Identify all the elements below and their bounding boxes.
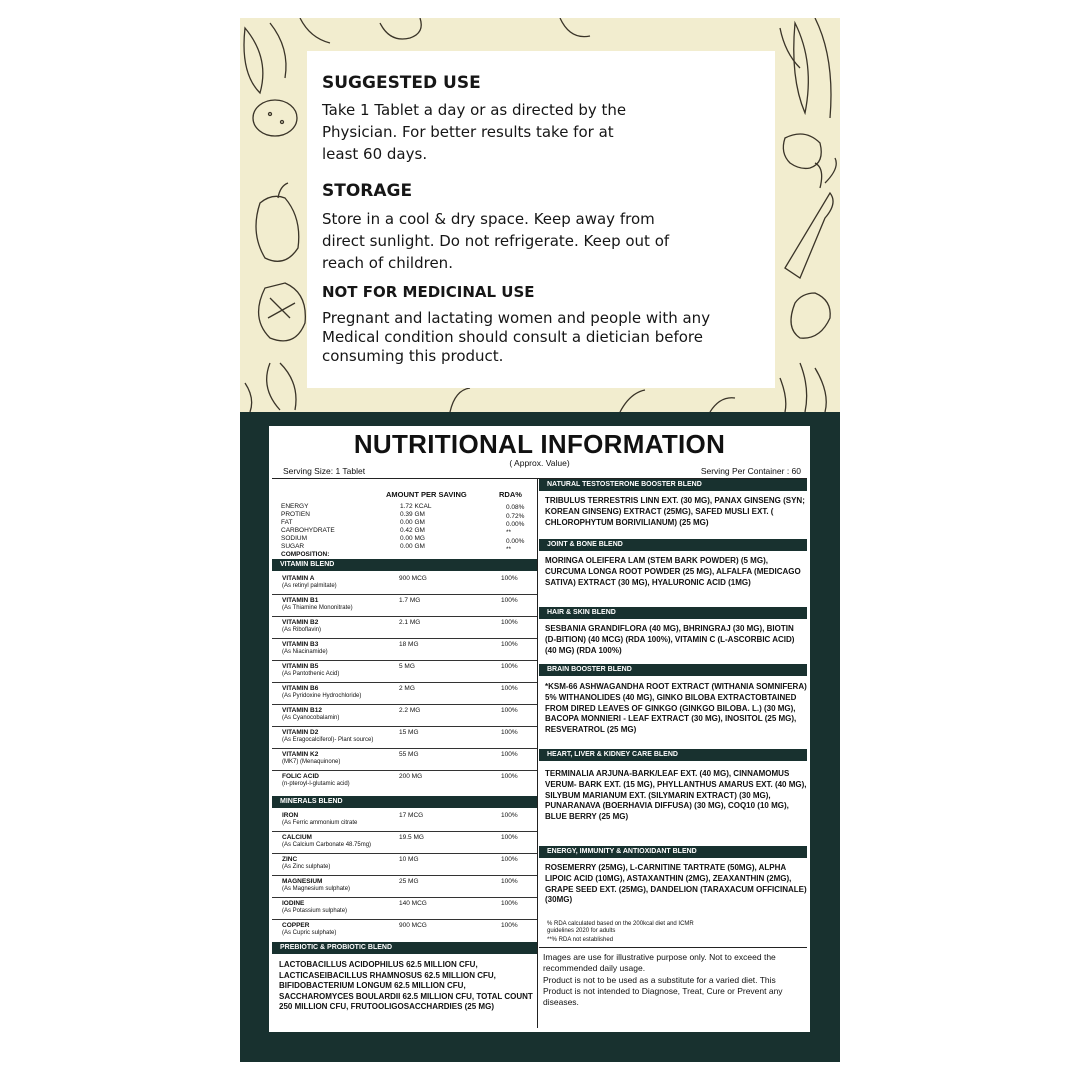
nutrient-source: (As Ferric ammonium citrate	[282, 820, 358, 826]
macro-name: PROTIEN	[281, 511, 310, 518]
nutrient-amount: 2 MG	[399, 685, 415, 692]
nutrient-name: IODINE	[282, 900, 305, 907]
rda-footnote: % RDA calculated based on the 200kcal diet and ICMR	[547, 921, 694, 927]
joint-blend-header: JOINT & BONE BLEND	[539, 539, 807, 551]
energy-blend-header: ENERGY, IMMUNITY & ANTIOXIDANT BLEND	[539, 846, 807, 858]
nutrient-rda: 100%	[501, 685, 518, 692]
composition-label: COMPOSITION:	[281, 551, 330, 558]
nutrition-panel	[240, 412, 840, 1062]
minerals-blend-header: MINERALS BLEND	[272, 796, 537, 808]
nutrient-rda: 100%	[501, 575, 518, 582]
nutrient-source: (As retinyl palmitate)	[282, 583, 337, 589]
table-row	[272, 616, 537, 639]
nutrient-name: COPPER	[282, 922, 310, 929]
nutrient-name: VITAMIN K2	[282, 751, 319, 758]
nutrient-source: (As Magnesium sulphate)	[282, 886, 351, 892]
macro-name: CARBOHYDRATE	[281, 527, 335, 534]
nutrient-rda: 100%	[501, 729, 518, 736]
nutrient-amount: 55 MG	[399, 751, 419, 758]
nutrient-rda: 100%	[501, 812, 518, 819]
brain-blend-header: BRAIN BOOSTER BLEND	[539, 664, 807, 676]
table-row	[272, 638, 537, 661]
heart-blend-text: TERMINALIA ARJUNA-BARK/LEAF EXT. (40 MG), CINNAMOMUS VERUM- BARK EXT. (15 MG), PHYLLANTHUS AMARUS EXT. (40 MG), SILYBUM MARIANUM EXT. (SILYMARIN EXTRACT) (30 MG), PUNARANAVA (BOERHAVIA DIFFUSA) (30 MG), COQ10 (10 MG), BLUE BERRY (25 MG)	[545, 769, 807, 822]
table-row	[272, 726, 537, 749]
hair-blend-header: HAIR & SKIN BLEND	[539, 607, 807, 619]
nutrient-rda: 100%	[501, 773, 518, 780]
nutrient-source: (As Zinc sulphate)	[282, 864, 331, 870]
product-disclaimer: Product is not to be used as a substitute for a varied diet. This Product is not intended to Diagnose, Treat, Cure or Prevent any diseases.	[543, 975, 783, 1007]
nutrient-rda: 100%	[501, 834, 518, 841]
table-row	[272, 704, 537, 727]
nutrient-amount: 1.7 MG	[399, 597, 421, 604]
nutrient-amount: 25 MG	[399, 878, 419, 885]
macro-amount: 1.72 KCAL	[400, 503, 432, 510]
macro-name: SUGAR	[281, 543, 305, 550]
testosterone-blend-text: TRIBULUS TERRESTRIS LINN EXT. (30 MG), PANAX GINSENG (SYN; KOREAN GINSENG) EXTRACT (25MG), SAFED MUSLI EXT. ( CHLOROPHYTUM BORIVILIANUM) (25 MG)	[545, 496, 805, 527]
serving-per-container: Serving Per Container : 60	[700, 466, 801, 476]
nutrient-name: VITAMIN B1	[282, 597, 319, 604]
nutrient-source: (MK7) (Menaquinone)	[282, 759, 341, 765]
nutrient-name: VITAMIN B3	[282, 641, 319, 648]
macro-amount: 0.42 GM	[400, 527, 425, 534]
nutrient-rda: 100%	[501, 619, 518, 626]
nutrient-source: (As Niacinamide)	[282, 649, 328, 655]
nutrient-amount: 5 MG	[399, 663, 415, 670]
probiotic-blend-header: PREBIOTIC & PROBIOTIC BLEND	[272, 942, 537, 954]
macro-amount: 0.00 MG	[400, 535, 425, 542]
column-divider	[537, 478, 538, 1028]
nutrient-name: VITAMIN B2	[282, 619, 319, 626]
divider	[539, 947, 807, 948]
nutrient-amount: 10 MG	[399, 856, 419, 863]
nutrient-source: (As Eragocalciferol)- Plant source)	[282, 737, 374, 743]
storage-heading: STORAGE	[322, 181, 413, 201]
nutrient-rda: 100%	[501, 922, 518, 929]
amount-header: AMOUNT PER SAVING	[386, 490, 467, 499]
hair-blend-text: SESBANIA GRANDIFLORA (40 MG), BHRINGRAJ (30 MG), BIOTIN (D-BITION) (40 MCG) (RDA 100%), VITAMIN C (L-ASCORBIC ACID) (40 MG) (RDA 100%)	[545, 624, 795, 655]
nutrient-amount: 18 MG	[399, 641, 419, 648]
nutrient-rda: 100%	[501, 641, 518, 648]
nutrient-amount: 15 MG	[399, 729, 419, 736]
macro-rda: 0.72%	[506, 513, 525, 520]
nutrient-amount: 17 MCG	[399, 812, 424, 819]
macro-rda: **	[506, 546, 512, 553]
nutrient-source: (As Cupric sulphate)	[282, 930, 337, 936]
illustrative-disclaimer: Images are use for illustrative purpose only. Not to exceed the recommended daily usage.	[543, 952, 776, 973]
nutrition-title: NUTRITIONAL INFORMATION	[353, 429, 726, 459]
nutrient-rda: 100%	[501, 663, 518, 670]
macro-rda: 0.00%	[506, 538, 525, 545]
serving-size: Serving Size: 1 Tablet	[283, 466, 366, 476]
nutrient-name: CALCIUM	[282, 834, 312, 841]
nutrient-source: (As Thiamine Mononitrate)	[282, 605, 353, 611]
vitamin-blend-header: VITAMIN BLEND	[272, 559, 537, 571]
table-row	[272, 809, 537, 832]
storage-text: Store in a cool & dry space. Keep away from direct sunlight. Do not refrigerate. Keep out of reach of children.	[322, 210, 670, 272]
table-row	[272, 875, 537, 898]
macro-name: ENERGY	[281, 503, 309, 510]
nutrient-rda: 100%	[501, 597, 518, 604]
table-row	[272, 919, 537, 941]
nutrient-name: VITAMIN D2	[282, 729, 319, 736]
table-row	[272, 748, 537, 771]
nutrient-name: FOLIC ACID	[282, 773, 319, 780]
nutrient-name: IRON	[282, 812, 299, 819]
suggested-use-text: Take 1 Tablet a day or as directed by the Physician. For better results take for at least 60 days.	[322, 101, 627, 163]
probiotic-blend-text: LACTOBACILLUS ACIDOPHILUS 62.5 MILLION CFU, LACTICASEIBACILLUS RHAMNOSUS 62.5 MILLION CFU, BIFIDOBACTERIUM LONGUM 62.5 MILLION CFU, SACCHAROMYCES BOULARDII 62.5 MILLION CFU, TOTAL COUNT 250 MILLION CFU, FRUTOOLIGOSACCHARDIES (25 MG)	[279, 960, 533, 1011]
approx-value-note: ( Approx. Value)	[509, 458, 570, 468]
nutrient-name: ZINC	[282, 856, 298, 863]
energy-blend-text: ROSEMERRY (25MG), L-CARNITINE TARTRATE (50MG), ALPHA LIPOIC ACID (10MG), ASTAXANTHIN (2MG), ZEAXANTHIN (2MG), GRAPE SEED EXT. (25MG), DANDELION (TARAXACUM OFFICINALE) (30MG)	[545, 863, 807, 905]
nutrient-amount: 2.2 MG	[399, 707, 421, 714]
rda-footnote: **% RDA not established	[547, 937, 614, 943]
nutrient-rda: 100%	[501, 900, 518, 907]
nutrient-source: (As Cyanocobalamin)	[282, 715, 340, 721]
not-medicinal-text: Pregnant and lactating women and people with any Medical condition should consult a dietician before consuming this product.	[322, 309, 711, 365]
nutrient-amount: 19.5 MG	[399, 834, 424, 841]
nutrient-name: MAGNESIUM	[282, 878, 323, 885]
rda-footnote: guidelines 2020 for adults	[547, 928, 616, 934]
suggested-use-heading: SUGGESTED USE	[322, 73, 481, 93]
nutrient-rda: 100%	[501, 878, 518, 885]
not-medicinal-heading: NOT FOR MEDICINAL USE	[322, 283, 535, 301]
nutrient-source: (As Potassium sulphate)	[282, 908, 348, 914]
macro-name: SODIUM	[281, 535, 307, 542]
nutrient-name: VITAMIN B6	[282, 685, 319, 692]
nutrient-amount: 900 MCG	[399, 922, 427, 929]
table-row	[272, 594, 537, 617]
rda-header: RDA%	[499, 490, 522, 499]
macro-rda: **	[506, 529, 512, 536]
nutrient-name: VITAMIN B5	[282, 663, 319, 670]
macro-rda: 0.00%	[506, 521, 525, 528]
nutrient-amount: 200 MG	[399, 773, 423, 780]
macro-rda: 0.08%	[506, 504, 525, 511]
nutrient-source: (As Pyridoxine Hydrochloride)	[282, 693, 362, 699]
macro-name: FAT	[281, 519, 293, 526]
nutrient-source: (As Calcium Carbonate 48.75mg)	[282, 842, 372, 848]
table-row	[272, 660, 537, 683]
macro-amount: 0.00 GM	[400, 543, 425, 550]
table-row	[272, 770, 537, 792]
table-row	[272, 897, 537, 920]
nutrient-source: (As Pantothenic Acid)	[282, 671, 340, 677]
table-row	[272, 831, 537, 854]
table-row	[272, 853, 537, 876]
nutrient-amount: 140 MCG	[399, 900, 427, 907]
nutrient-rda: 100%	[501, 856, 518, 863]
heart-blend-header: HEART, LIVER & KIDNEY CARE BLEND	[539, 749, 807, 761]
nutrition-card	[269, 426, 810, 1032]
nutrient-name: VITAMIN A	[282, 575, 315, 582]
testosterone-blend-header: NATURAL TESTOSTERONE BOOSTER BLEND	[539, 479, 807, 491]
usage-panel	[240, 18, 840, 412]
table-row	[272, 682, 537, 705]
nutrient-amount: 900 MCG	[399, 575, 427, 582]
usage-info-card	[307, 51, 775, 388]
nutrient-source: (As Riboflavin)	[282, 627, 322, 633]
macro-amount: 0.00 GM	[400, 519, 425, 526]
brain-blend-text: *KSM-66 ASHWAGANDHA ROOT EXTRACT (WITHANIA SOMNIFERA) 5% WITHANOLIDES (40 MG), GINKO BILOBA EXTRACTOBTAINED FROM DIRED LEAVES OF GINKGO (GINKGO BILOBA. L.) (30 MG), BACOPA MONNIERI - LEAF EXTRACT (30 MG), INOSITOL (25 MG), RESVERATROL (25 MG)	[545, 682, 807, 735]
table-row	[272, 572, 537, 595]
nutrient-amount: 2.1 MG	[399, 619, 421, 626]
joint-blend-text: MORINGA OLEIFERA LAM (STEM BARK POWDER) (5 MG), CURCUMA LONGA ROOT POWDER (25 MG), ALFALFA (MEDICAGO SATIVA) EXTRACT (30 MG), HYALURONIC ACID (1MG)	[545, 556, 801, 587]
nutrient-rda: 100%	[501, 707, 518, 714]
nutrient-source: (n-pteroyl-l-glutamic acid)	[282, 781, 350, 787]
macro-amount: 0.39 GM	[400, 511, 425, 518]
nutrient-rda: 100%	[501, 751, 518, 758]
nutrient-name: VITAMIN B12	[282, 707, 322, 714]
product-label-panel	[240, 18, 840, 1062]
